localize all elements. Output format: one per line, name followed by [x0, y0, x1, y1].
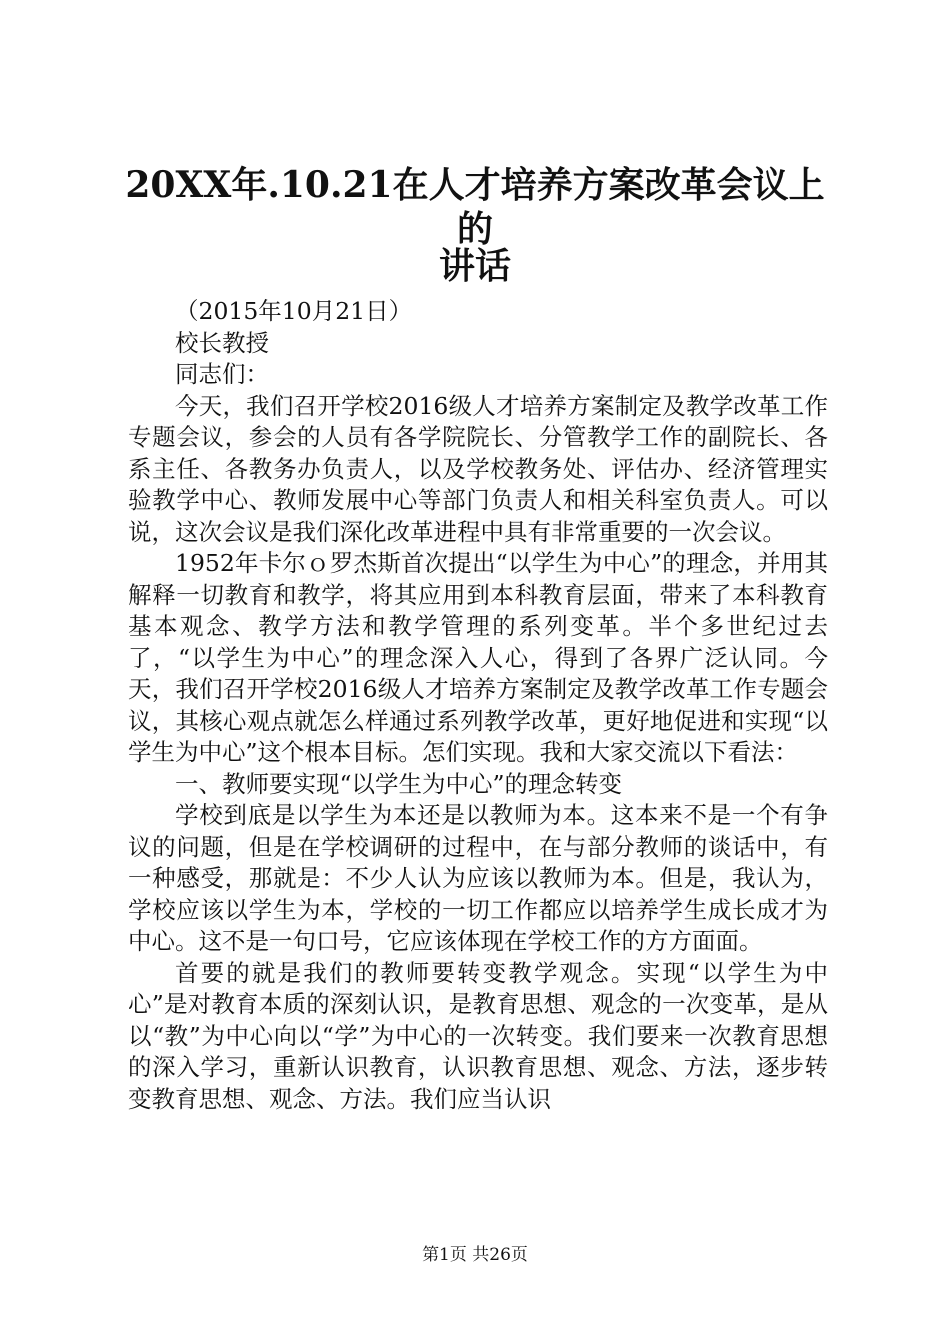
speaker-line: 校长教授 — [175, 328, 269, 357]
document-body — [128, 296, 828, 1115]
body-paragraph: 首要的就是我们的教师要转变教学观念。实现“以学生为中心”是对教育本质的深刻认识，是教育思想、观念的一次变革，是从以“教”为中心向以“学”为中心的一次转变。我们要来一次教育思想的深入学习，重新认识教育，认识教育思想、观念、方法，逐步转变教育思想、观念、方法。我们应当认识 — [128, 958, 828, 1113]
body-paragraph: 今天，我们召开学校2016级人才培养方案制定及教学改革工作专题会议，参会的人员有各学院院长、分管教学工作的副院长、各系主任、各教务办负责人，以及学校教务处、评估办、经济管理实验教学中心、教师发展中心等部门负责人和相关科室负责人。可以说，这次会议是我们深化改革进程中具有非常重要的一次会议。 — [128, 391, 828, 546]
page-footer: 第1页 共26页 — [422, 1245, 528, 1265]
document-title-line-2: 讲话 — [438, 245, 511, 287]
section-heading: 一、教师要实现“以学生为中心”的理念转变 — [175, 769, 623, 798]
date-line: （2015年10月21日） — [175, 297, 413, 325]
body-paragraph: 学校到底是以学生为本还是以教师为本。这本来不是一个有争议的问题，但是在学校调研的过程中，在与部分教师的谈话中，有一种感受，那就是：不少人认为应该以教师为本。但是，我认为，学校应该以学生为本，学校的一切工作都应以培养学生成长成才为中心。这不是一句口号，它应该体现在学校工作的方方面面。 — [128, 801, 828, 955]
salutation: 同志们： — [175, 360, 269, 388]
document-title-line-1: 20XX年.10.21在人才培养方案改革会议上的 — [125, 164, 825, 250]
body-paragraph: 1952年卡尔ｏ罗杰斯首次提出“以学生为中心”的理念，并用其解释一切教育和教学，将其应用到本科教育层面，带来了本科教育基本观念、教学方法和教学管理的系列变革。半个多世纪过去了，“以学生为中心”的理念深入人心，得到了各界广泛认同。今天，我们召开学校2016级人才培养方案制定及教学改革工作专题会议，其核心观点就怎么样通过系列教学改革，更好地促进和实现“以学生为中心”这个根本目标。怎们实现。我和大家交流以下看法： — [128, 549, 828, 766]
